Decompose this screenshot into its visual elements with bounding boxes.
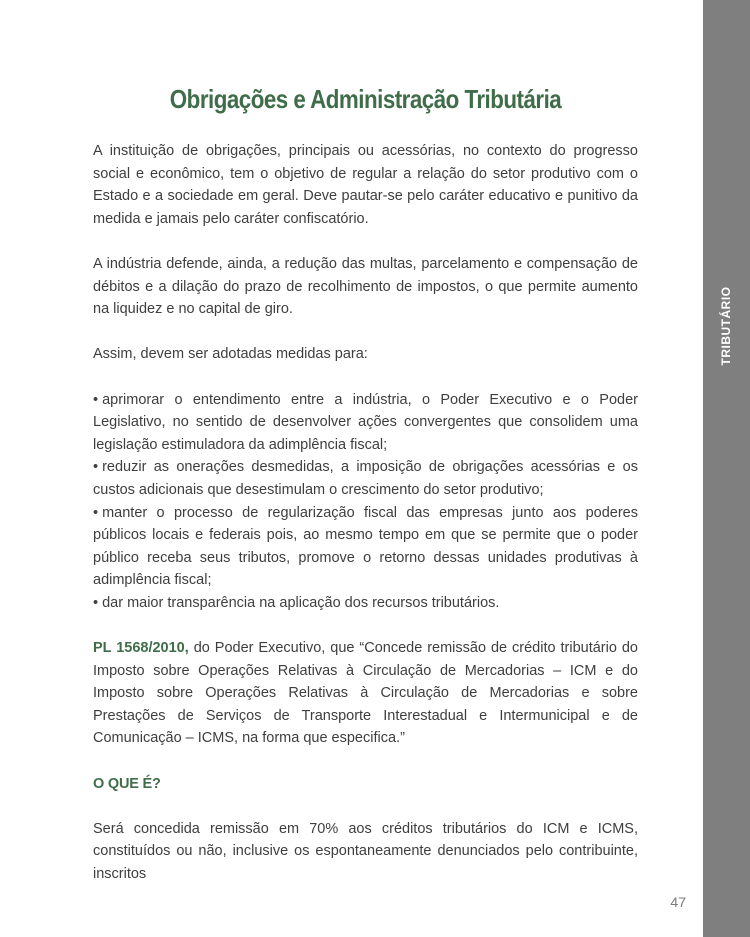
- bill-description: do Poder Executivo, que “Concede remissão de crédito tributário do Imposto sobre Operações Relativas à Circulação de Mercadorias – ICM e do Imposto sobre Operações Relativas à Circulação de Mercadorias e sobre Prestações de Serviços de Transporte Interestadual e Intermunicipal e de Comunicação – ICMS, na forma que especifica.”: [93, 640, 638, 747]
- measures-intro: Assim, devem ser adotadas medidas para:: [93, 346, 368, 363]
- bill-reference: PL 1568/2010,: [93, 640, 189, 657]
- list-item: • reduzir as onerações desmedidas, a imposição de obrigações acessórias e os custos adicionais que desestimulam o crescimento do setor produtivo;: [93, 459, 638, 498]
- list-item: • aprimorar o entendimento entre a indústria, o Poder Executivo e o Poder Legislativo, no sentido de desenvolver ações convergentes que consolidem uma legislação estimuladora da adimplência fiscal;: [93, 391, 638, 453]
- section-heading-what-is: O QUE É?: [93, 775, 161, 792]
- page-number: 47: [670, 894, 686, 910]
- bullet-icon: •: [93, 594, 99, 611]
- bullet-icon: •: [93, 391, 99, 408]
- measures-list: [93, 389, 638, 615]
- document-body: [93, 140, 638, 886]
- defense-paragraph: A indústria defende, ainda, a redução das multas, parcelamento e compensação de débitos e a dilação do prazo de recolhimento de impostos, o que permite aumento na liquidez e no capital de giro.: [93, 255, 638, 318]
- intro-paragraph: A instituição de obrigações, principais ou acessórias, no contexto do progresso social e econômico, tem o objetivo de regular a relação do setor produtivo com o Estado e a sociedade em geral. Deve pautar-se pelo caráter educativo e punitivo da medida e jamais pelo caráter confiscatório.: [93, 143, 638, 227]
- bill-paragraph: [93, 637, 638, 750]
- side-tab: [703, 0, 750, 937]
- list-item: • manter o processo de regularização fiscal das empresas junto aos poderes públicos locais e federais pois, ao mesmo tempo em que se permite que o poder público receba seus tributos, promove o retorno dessas unidades produtivas à adimplência fiscal;: [93, 504, 638, 589]
- bullet-icon: •: [93, 504, 99, 521]
- page-title: Obrigações e Administração Tributária: [169, 84, 562, 114]
- bullet-icon: •: [93, 459, 99, 476]
- section-tab-label: TRIBUTÁRIO: [719, 286, 733, 366]
- list-item: • dar maior transparência na aplicação dos recursos tributários.: [93, 594, 500, 611]
- what-is-paragraph: Será concedida remissão em 70% aos créditos tributários do ICM e ICMS, constituídos ou não, inclusive os espontaneamente denunciados pelo contribuinte, inscritos: [93, 820, 638, 882]
